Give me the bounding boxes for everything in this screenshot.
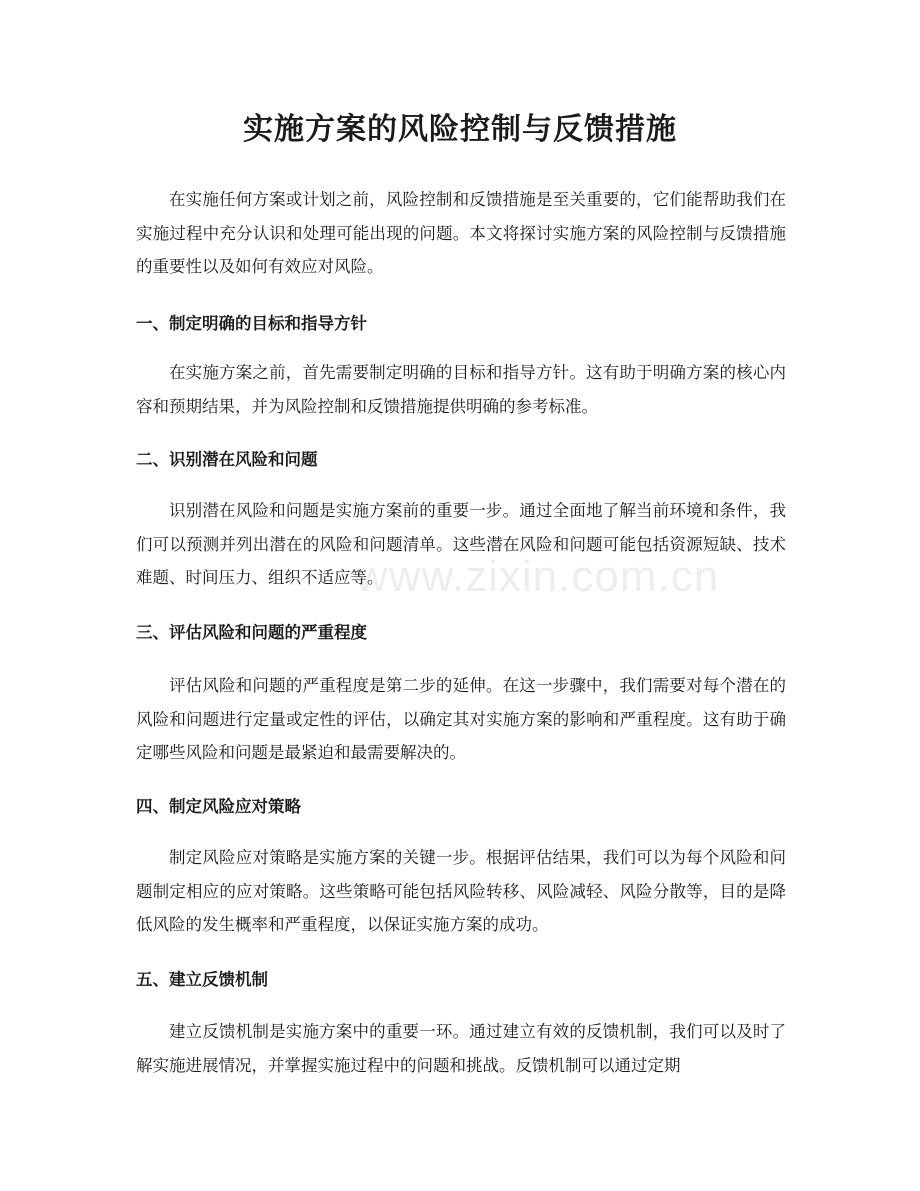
section-3-body: 评估风险和问题的严重程度是第二步的延伸。在这一步骤中，我们需要对每个潜在的风险和问题进行定量或定性的评估，以确定其对实施方案的影响和严重程度。这有助于确定哪些风险和问题是最紧迫和最需要解决的。 — [136, 676, 786, 762]
watermark: www.zixin.com.cn — [356, 552, 720, 601]
section-5-body: 建立反馈机制是实施方案中的重要一环。通过建立有效的反馈机制，我们可以及时了解实施进展情况，并掌握实施过程中的问题和挑战。反馈机制可以通过定期 — [136, 1022, 786, 1075]
intro-paragraph: 在实施任何方案或计划之前，风险控制和反馈措施是至关重要的，它们能帮助我们在实施过程中充分认识和处理可能出现的问题。本文将探讨实施方案的风险控制与反馈措施的重要性以及如何有效应对风险。 — [136, 190, 786, 276]
section-3-heading: 三、评估风险和问题的严重程度 — [136, 623, 367, 642]
section-5-heading: 五、建立反馈机制 — [136, 970, 268, 989]
section-1-body: 在实施方案之前，首先需要制定明确的目标和指导方针。这有助于明确方案的核心内容和预期结果，并为风险控制和反馈措施提供明确的参考标准。 — [136, 363, 786, 416]
document-title: 实施方案的风险控制与反馈措施 — [243, 112, 677, 147]
section-2-body: 识别潜在风险和问题是实施方案前的重要一步。通过全面地了解当前环境和条件，我们可以预测并列出潜在的风险和问题清单。这些潜在风险和问题可能包括资源短缺、技术难题、时间压力、组织不适应等。 — [136, 501, 786, 587]
section-1-heading: 一、制定明确的目标和指导方针 — [136, 314, 367, 333]
section-2-heading: 二、识别潜在风险和问题 — [136, 450, 318, 469]
section-4-body: 制定风险应对策略是实施方案的关键一步。根据评估结果，我们可以为每个风险和问题制定相应的应对策略。这些策略可能包括风险转移、风险减轻、风险分散等，目的是降低风险的发生概率和严重程度，以保证实施方案的成功。 — [136, 848, 786, 934]
section-4-heading: 四、制定风险应对策略 — [136, 797, 301, 816]
